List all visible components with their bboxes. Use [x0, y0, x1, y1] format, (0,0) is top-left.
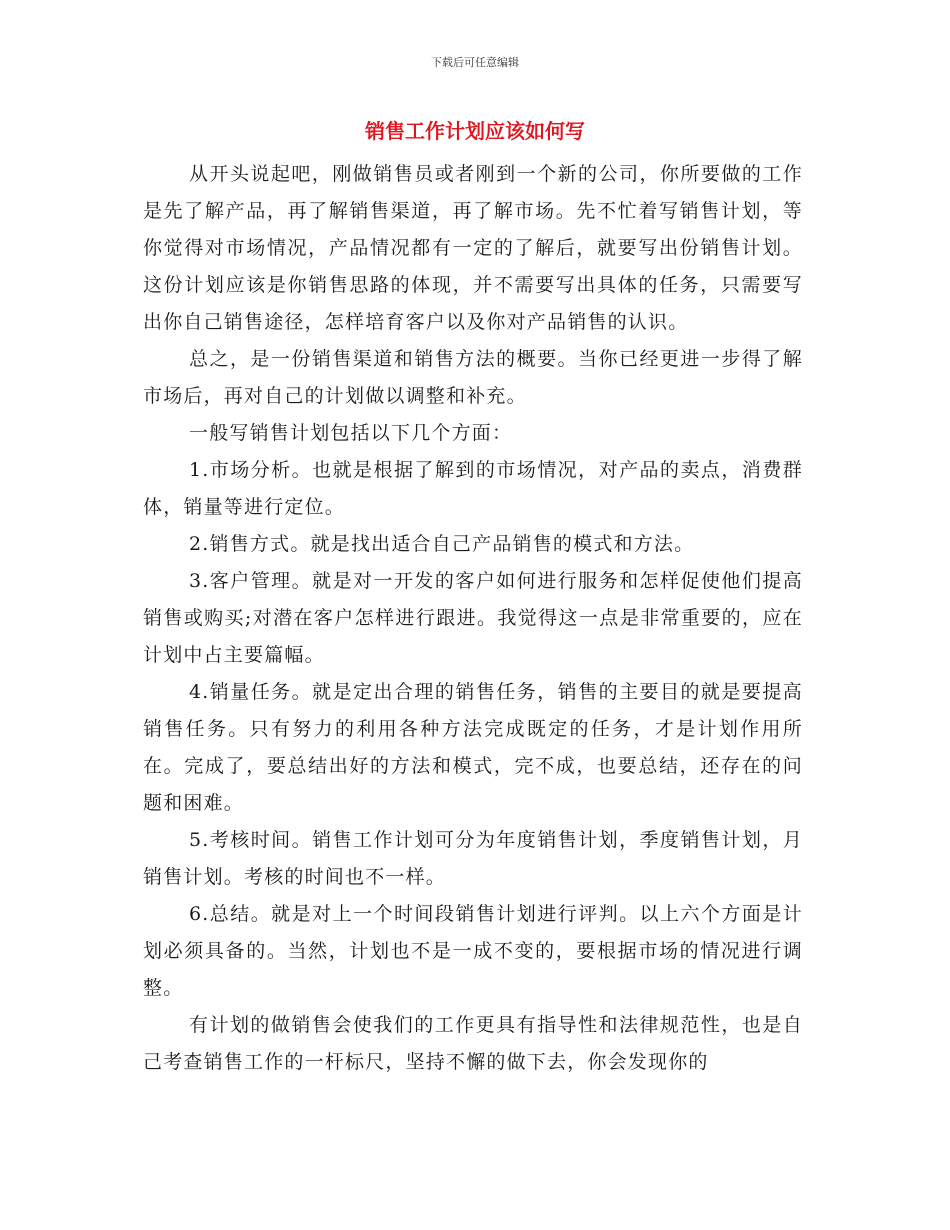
document-body — [143, 156, 803, 1081]
list-item: 5.考核时间。销售工作计划可分为年度销售计划，季度销售计划，月销售计划。考核的时间也不一样。 — [143, 829, 803, 888]
list-item: 1.市场分析。也就是根据了解到的市场情况，对产品的卖点，消费群体，销量等进行定位。 — [143, 459, 803, 518]
list-item: 6.总结。就是对上一个时间段销售计划进行评判。以上六个方面是计划必须具备的。当然，计划也不是一成不变的，要根据市场的情况进行调整。 — [143, 903, 803, 999]
paragraph: 从开头说起吧，刚做销售员或者刚到一个新的公司，你所要做的工作是先了解产品，再了解销售渠道，再了解市场。先不忙着写销售计划，等你觉得对市场情况，产品情况都有一定的了解后，就要写出份销售计划。这份计划应该是你销售思路的体现，并不需要写出具体的任务，只需要写出你自己销售途径，怎样培育客户以及你对产品销售的认识。 — [143, 163, 803, 333]
paragraph: 有计划的做销售会使我们的工作更具有指导性和法律规范性，也是自己考查销售工作的一杆标尺，坚持不懈的做下去，你会发现你的 — [143, 1014, 803, 1073]
paragraph: 一般写销售计划包括以下几个方面： — [189, 422, 513, 444]
paragraph: 总之，是一份销售渠道和销售方法的概要。当你已经更进一步得了解市场后，再对自己的计划做以调整和补充。 — [143, 348, 803, 407]
page-header: 下载后可任意编辑 — [431, 56, 519, 69]
document-title: 销售工作计划应该如何写 — [365, 119, 585, 143]
list-item: 3.客户管理。就是对一开发的客户如何进行服务和怎样促使他们提高销售或购买;对潜在客户怎样进行跟进。我觉得这一点是非常重要的，应在计划中占主要篇幅。 — [143, 570, 803, 666]
list-item: 2.销售方式。就是找出适合自己产品销售的模式和方法。 — [189, 533, 695, 555]
list-item: 4.销量任务。就是定出合理的销售任务，销售的主要目的就是要提高销售任务。只有努力的利用各种方法完成既定的任务，才是计划作用所在。完成了，要总结出好的方法和模式，完不成，也要总结，还存在的问题和困难。 — [143, 681, 803, 814]
